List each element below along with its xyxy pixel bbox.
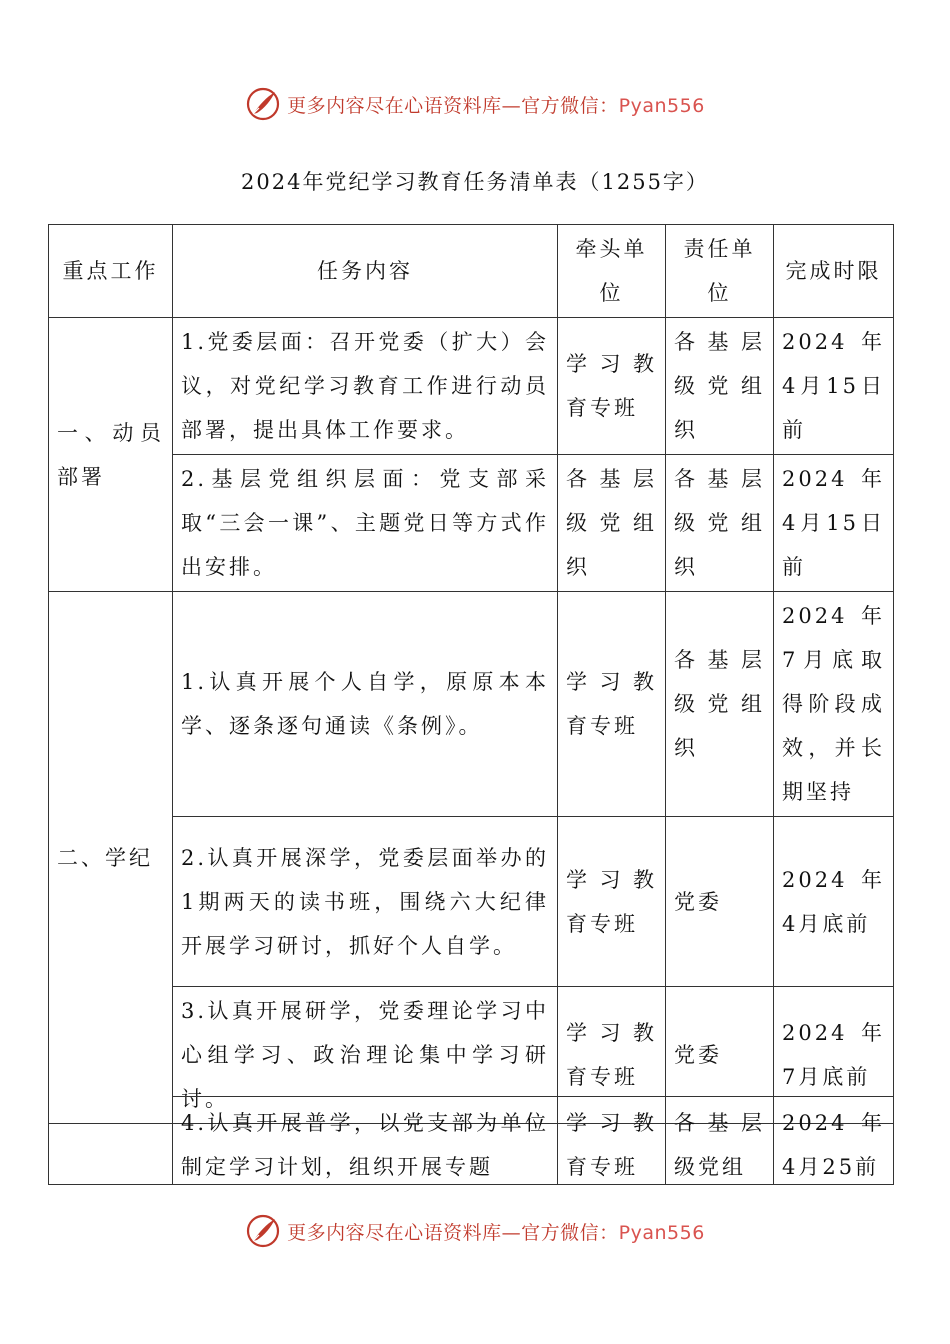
resp-cell: 各基层级党组织 (666, 318, 774, 455)
table-row (49, 1097, 894, 1185)
table-row (49, 592, 894, 817)
header-cell-content: 任务内容 (173, 225, 558, 318)
header-cell-resp: 责任单位 (666, 225, 774, 318)
lead-cell: 学习教育专班 (558, 987, 666, 1124)
watermark-banner-top (0, 84, 950, 124)
work-cell (49, 1097, 173, 1185)
lead-cell: 各基层级党组织 (558, 455, 666, 592)
task-list-table (48, 224, 894, 1124)
lead-cell: 学习教育专班 (558, 318, 666, 455)
header-cell-lead: 牵头单位 (558, 225, 666, 318)
content-cell: 1.党委层面：召开党委（扩大）会议，对党纪学习教育工作进行动员部署，提出具体工作要求。 (173, 318, 558, 455)
content-cell: 2.认真开展深学，党委层面举办的1期两天的读书班，围绕六大纪律开展学习研讨，抓好个人自学。 (173, 817, 558, 987)
lead-cell: 学习教育专班 (558, 1097, 666, 1185)
deadline-cell: 2024年4月15日前 (774, 455, 894, 592)
table-row (49, 455, 894, 592)
header-cell-work: 重点工作 (49, 225, 173, 318)
watermark-text: 更多内容尽在心语资料库—官方微信：Pyan556 (287, 1221, 705, 1244)
resp-cell: 党委 (666, 817, 774, 987)
watermark-text: 更多内容尽在心语资料库—官方微信：Pyan556 (287, 94, 705, 117)
watermark-banner-bottom (0, 1211, 950, 1251)
deadline-cell: 2024年7月底取得阶段成效，并长期坚持 (774, 592, 894, 817)
header-cell-deadline: 完成时限 (774, 225, 894, 318)
table-header-row (49, 225, 894, 318)
content-cell: 2.基层党组织层面：党支部采取“三会一课”、主题党日等方式作出安排。 (173, 455, 558, 592)
content-cell: 4.认真开展普学，以党支部为单位制定学习计划，组织开展专题 (173, 1097, 558, 1185)
work-cell: 二、学纪 (49, 592, 173, 1124)
resp-cell: 党委 (666, 987, 774, 1124)
resp-cell: 各基层级党组织 (666, 592, 774, 817)
deadline-cell: 2024年7月底前 (774, 987, 894, 1124)
table-row (49, 318, 894, 455)
quill-pen-logo-icon (245, 1213, 281, 1249)
deadline-cell: 2024年4月底前 (774, 817, 894, 987)
task-list-table-continued (48, 1096, 894, 1185)
document-title: 2024年党纪学习教育任务清单表（1255字） (241, 170, 709, 194)
deadline-cell: 2024年4月25前 (774, 1097, 894, 1185)
resp-cell: 各基层级党组织 (666, 455, 774, 592)
content-cell: 3.认真开展研学，党委理论学习中心组学习、政治理论集中学习研讨。 (173, 987, 558, 1124)
deadline-cell: 2024年4月15日前 (774, 318, 894, 455)
resp-cell: 各基层级党组 (666, 1097, 774, 1185)
work-cell: 一、动员部署 (49, 318, 173, 592)
lead-cell: 学习教育专班 (558, 817, 666, 987)
content-cell: 1.认真开展个人自学，原原本本学、逐条逐句通读《条例》。 (173, 592, 558, 817)
table-row (49, 817, 894, 987)
lead-cell: 学习教育专班 (558, 592, 666, 817)
quill-pen-logo-icon (245, 86, 281, 122)
